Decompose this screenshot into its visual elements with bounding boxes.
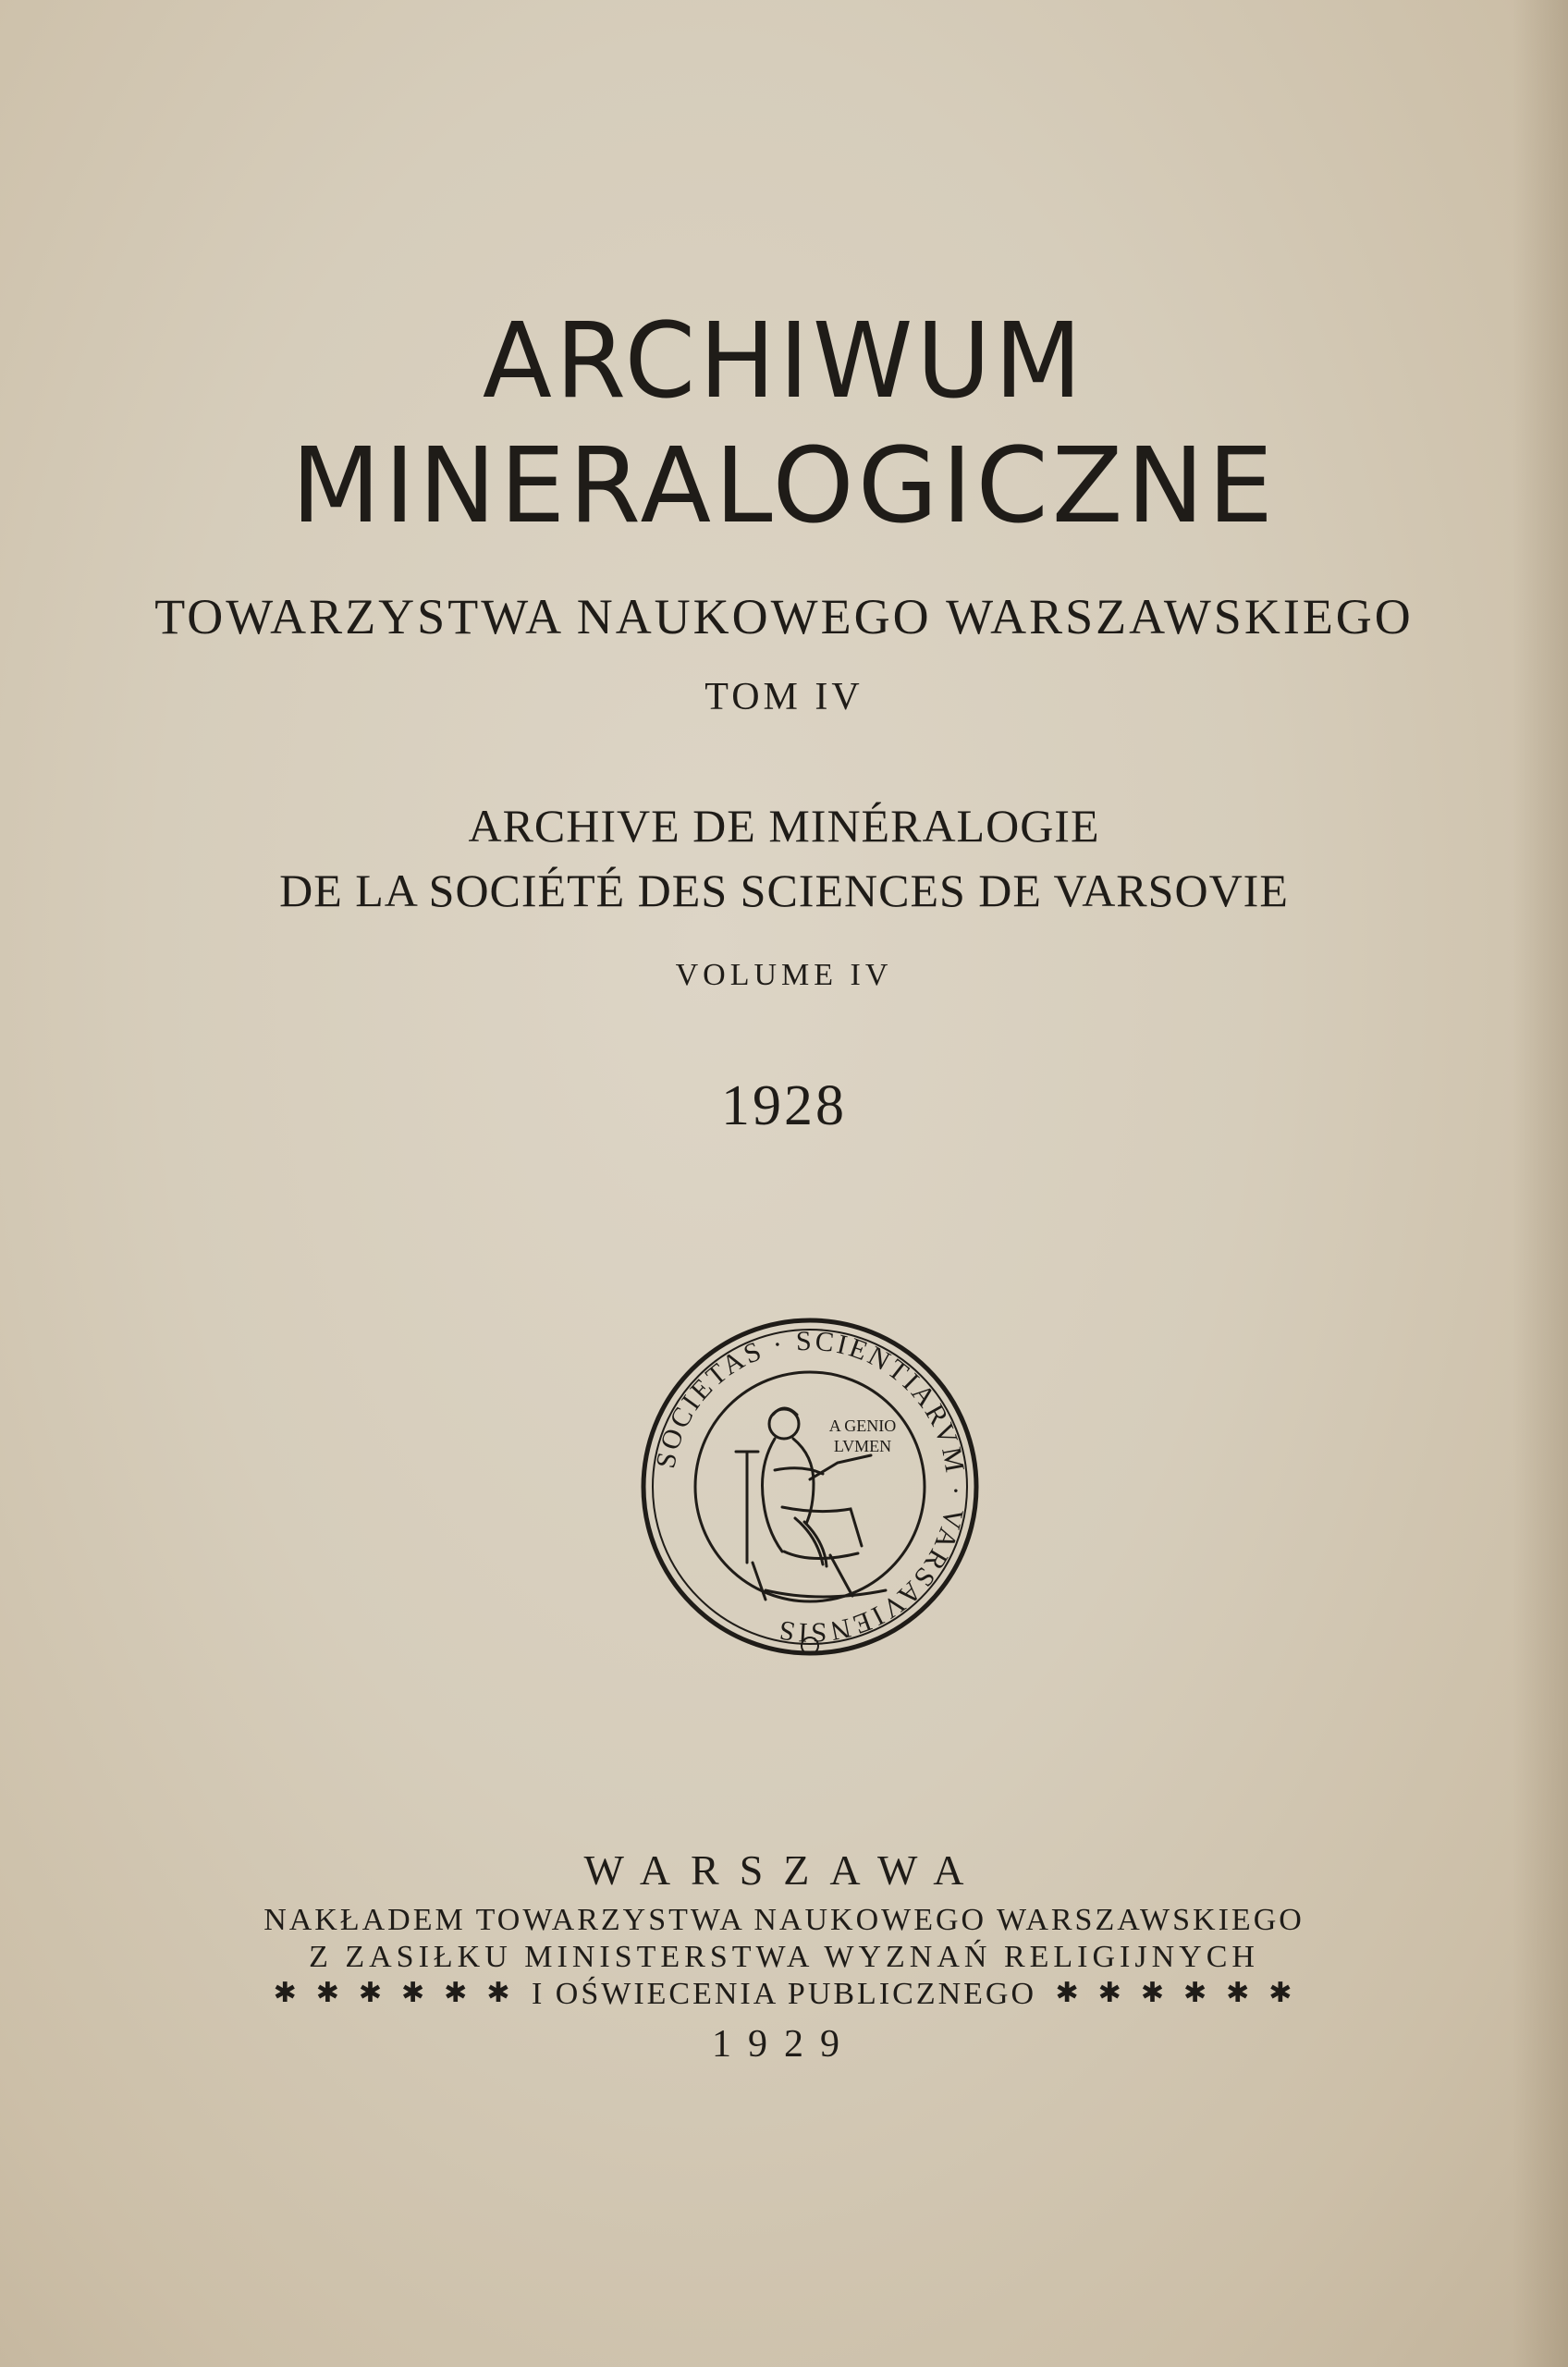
ornament-star-icon: ✱ (444, 1977, 471, 2009)
title-line-1: ARCHIWUM (482, 301, 1086, 422)
seal-ring-text: SOCIETAS · SCIENTIARVM · VARSAVIENSIS (650, 1325, 972, 1649)
ornament-star-icon: ✱ (358, 1977, 386, 2009)
imprint-city: WARSZAWA (583, 1846, 985, 1894)
ornament-star-icon: ✱ (1140, 1977, 1167, 2009)
imprint-line-2: Z ZASIŁKU MINISTERSTWA WYZNAŃ RELIGIJNYCH (309, 1940, 1259, 1974)
volume-year: 1928 (721, 1074, 847, 1137)
society-name-polish: TOWARZYSTWA NAUKOWEGO WARSZAWSKIEGO (154, 589, 1414, 644)
title-line-2: MINERALOGICZNE (291, 426, 1277, 546)
ornament-star-icon: ✱ (401, 1977, 428, 2009)
svg-text:SOCIETAS · SCIENTIARVM · VARSA (650, 1326, 971, 1649)
seal-motto-line-1: A GENIO (828, 1417, 897, 1435)
imprint-line-1: NAKŁADEM TOWARZYSTWA NAUKOWEGO WARSZAWSKIEGO (263, 1903, 1305, 1937)
society-name-french: DE LA SOCIÉTÉ DES SCIENCES DE VARSOVIE (279, 865, 1289, 916)
ornament-star-icon: ✱ (1055, 1977, 1082, 2009)
ornament-star-icon: ✱ (1268, 1977, 1295, 2009)
society-seal-emblem (636, 1313, 984, 1674)
ornament-star-icon: ✱ (486, 1977, 513, 2009)
volume-number-polish: TOM IV (704, 676, 864, 718)
ornament-star-icon: ✱ (273, 1977, 300, 2009)
title-french: ARCHIVE DE MINÉRALOGIE (468, 800, 1100, 852)
ornament-star-icon: ✱ (1226, 1977, 1253, 2009)
ornament-star-icon: ✱ (1182, 1977, 1210, 2009)
volume-number-french: VOLUME IV (675, 958, 893, 992)
imprint-line-3: I OŚWIECENIA PUBLICZNEGO (531, 1977, 1037, 2011)
ornament-star-icon: ✱ (1097, 1977, 1124, 2009)
ornament-star-icon: ✱ (315, 1977, 342, 2009)
imprint-line-3-row (0, 1979, 1568, 2010)
seal-motto-line-2: LVMEN (833, 1437, 892, 1455)
imprint-year: 1929 (712, 2023, 856, 2066)
